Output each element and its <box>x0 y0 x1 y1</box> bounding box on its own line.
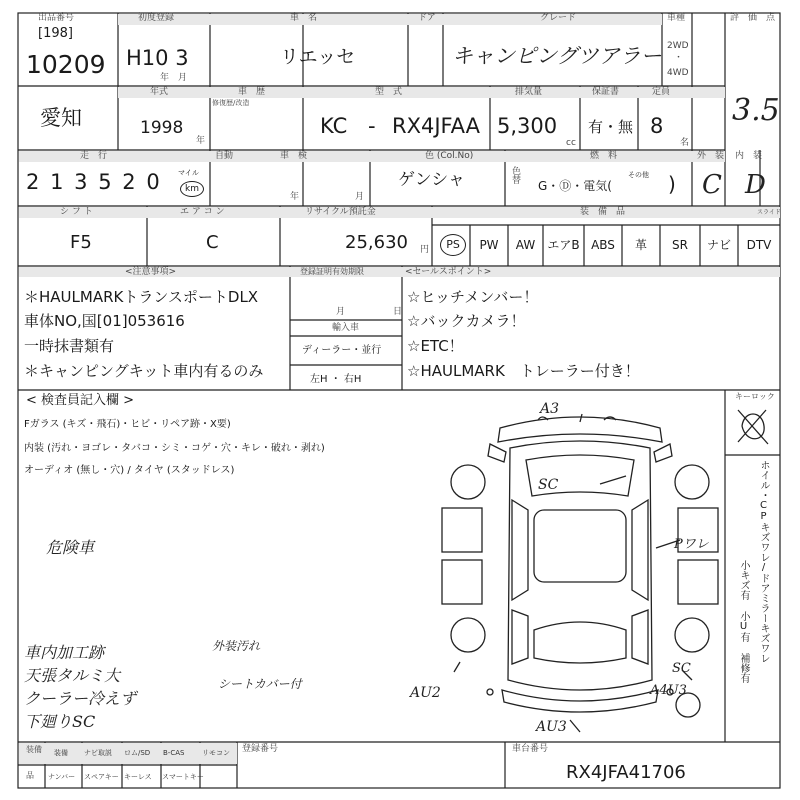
right-vertical-text-2: 小キズ有 小U有 補修有 <box>738 560 749 683</box>
spec-note: 修復歴/改造 <box>212 99 250 107</box>
hand-mid-note: 外装汚れ <box>212 639 261 653</box>
mileage-digit: 2 <box>122 170 138 194</box>
model-prefix: KC <box>320 114 348 138</box>
color-label: 色 (Col.No) <box>425 151 474 161</box>
damage-mark-a3: A3 <box>540 401 560 417</box>
recycle-label: リサイクル預託金 <box>305 207 376 217</box>
damage-mark-au3: AU3 <box>536 719 567 735</box>
inspector-title: < 検査員記入欄 > <box>26 393 135 408</box>
equip-navi: ナビ <box>706 238 731 252</box>
sales-line: ☆HAULMARK トレーラー付き！ <box>407 362 640 380</box>
score-value: 3.5 <box>732 93 780 128</box>
hand-note: 危険車 <box>46 538 95 557</box>
lot-label: 出品番号 <box>38 13 75 23</box>
chassis-label: 車台番号 <box>512 744 549 754</box>
mileage-unit-top: マイル <box>178 169 199 177</box>
year-value: 1998 <box>140 118 184 138</box>
mileage-label: 走 行 <box>80 151 108 161</box>
equip-pw: PW <box>479 238 499 252</box>
ac-label: エ ア コ ン <box>180 207 225 217</box>
hand-note: 下廻りSC <box>24 712 96 731</box>
damage-mark-a4u3: A4U3 <box>650 683 687 698</box>
mileage-digit: 5 <box>98 170 114 194</box>
grade-label: グレード <box>540 13 577 23</box>
sales-point-label: <セールスポイント> <box>405 267 492 277</box>
displacement-unit: cc <box>566 138 576 148</box>
equip-airbag: エアB <box>547 238 580 252</box>
hand-note: 車内加工跡 <box>24 643 105 662</box>
fuel-close: ) <box>668 172 676 196</box>
ext-grade: C <box>702 170 722 200</box>
notes-line: 車体NO,国[01]053616 <box>24 312 185 330</box>
footer-label: スペアキー <box>84 773 119 781</box>
footer-side-top: 装備 <box>26 745 42 754</box>
sales-line: ☆ETC！ <box>407 337 464 355</box>
reg-number-label: 登録番号 <box>242 744 279 754</box>
mileage-digit: 2 <box>26 170 42 194</box>
fuel-other: その他 <box>628 171 649 179</box>
notes-line: 一時抹書類有 <box>24 337 115 355</box>
equip-aw: AW <box>515 238 536 252</box>
lot-sub: [198] <box>38 26 73 41</box>
equip-leather: 革 <box>634 238 647 252</box>
footer-label: ナンバー <box>48 773 76 781</box>
capacity-value: 8 <box>650 114 664 138</box>
inspection-label: 保証書 <box>592 87 620 97</box>
drive-dot: ・ <box>674 53 684 63</box>
fuel-label: 燃 料 <box>590 151 618 161</box>
region-value: 愛知 <box>40 106 82 130</box>
capacity-label: 定員 <box>652 87 671 97</box>
inspector-line: 内装 (汚れ・ヨゴレ・タバコ・シミ・コゲ・穴・キレ・破れ・剥れ) <box>24 443 325 454</box>
footer-label: スマートキー <box>162 773 204 781</box>
equip-sr: SR <box>672 238 688 252</box>
notes-line: ＊キャンピングキット車内有るのみ <box>24 362 264 380</box>
hand-note: クーラー冷えず <box>24 689 137 708</box>
car-name: リエッセ <box>280 46 356 68</box>
key-lock-icon <box>732 404 774 448</box>
model-value: RX4JFAA <box>392 114 480 138</box>
capacity-unit: 名 <box>680 138 690 148</box>
spec-label: 車 歴 <box>238 87 266 97</box>
chassis-number: RX4JFA41706 <box>566 762 686 783</box>
reg-cert-month: 月 <box>336 307 346 317</box>
notes-label: <注意事項> <box>125 267 177 277</box>
recycle-value: 25,630 <box>345 232 408 253</box>
right-vertical-text: ホイル・CPキズワレ/ドアミラーキズワレ <box>758 460 769 663</box>
equip-abs: ABS <box>591 238 615 252</box>
hand-mid-note: シートカバー付 <box>218 677 302 691</box>
int-grade: D <box>745 170 766 200</box>
key-lock-label: キーロック <box>735 392 775 401</box>
year-unit: 年 <box>196 136 206 146</box>
sales-line: ☆ヒッチメンバー！ <box>407 288 539 306</box>
vehicle-id-label: 車種 <box>667 13 686 23</box>
fuel-options: G・Ⓓ・電気( <box>538 179 612 193</box>
footer-label: ロム/SD <box>124 749 151 757</box>
km-note: 自動 <box>215 151 234 161</box>
footer-label: 装備 <box>54 749 68 757</box>
shift-value: F5 <box>70 232 92 253</box>
mileage-unit: km <box>180 181 204 197</box>
color-value: ゲンシャ <box>398 170 465 190</box>
grade-value: キャンピングツアラー <box>452 44 662 68</box>
shaken-year: 年 <box>290 192 300 202</box>
car-name-label: 車 名 <box>290 13 318 23</box>
sales-line: ☆バックカメラ！ <box>407 312 526 330</box>
first-reg-value: H10 3 <box>126 46 189 70</box>
equipment-label: 装 備 品 <box>580 207 626 217</box>
handle-side: 左H ・ 右H <box>310 374 362 385</box>
import-label: 輸入車 <box>332 323 360 333</box>
drive-2wd: 2WD <box>667 41 689 51</box>
first-reg-label: 初度登録 <box>138 13 175 23</box>
damage-mark-sc-roof: SC <box>538 477 559 493</box>
notes-line: ＊HAULMARKトランスポートDLX <box>24 288 259 306</box>
ac-value: C <box>206 232 219 253</box>
color-side: 色替 <box>510 166 520 184</box>
dealer-parallel: ディーラー・並行 <box>302 345 382 356</box>
footer-label: B-CAS <box>163 749 185 757</box>
mileage-value <box>26 172 162 193</box>
equip-dtv: DTV <box>746 238 772 252</box>
first-reg-unit: 年 月 <box>160 73 188 83</box>
displacement-label: 排気量 <box>515 87 543 97</box>
mileage-digit: 3 <box>74 170 90 194</box>
shaken-month: 月 <box>355 192 365 202</box>
footer-side-bot: 品 <box>26 771 34 780</box>
shaken-label: 車 検 <box>280 151 308 161</box>
shift-label: シ フ ト <box>60 207 93 217</box>
reg-cert-label: 登録証明有効期限 <box>300 267 364 276</box>
int-label: 内 装 <box>735 151 763 161</box>
footer-label: リモコン <box>202 749 230 757</box>
inspection-value: 有・無 <box>588 118 634 136</box>
reg-cert-day: 日 <box>393 307 403 317</box>
model-dash: - <box>368 114 376 138</box>
door-label: ドア <box>418 13 436 23</box>
score-label: 評 価 点 <box>730 13 776 23</box>
footer-label: ナビ取説 <box>84 749 112 757</box>
ext-label: 外 装 <box>697 151 725 161</box>
damage-mark-p-crack: Pワレ <box>674 537 709 552</box>
mileage-digit: 0 <box>146 170 162 194</box>
model-label: 型 式 <box>375 87 403 97</box>
mileage-digit: 1 <box>50 170 66 194</box>
footer-label: キーレス <box>124 773 152 781</box>
damage-mark-au2: AU2 <box>410 685 441 701</box>
sunroof-label: スライド <box>757 209 781 216</box>
year-label: 年式 <box>150 87 169 97</box>
equip-ps: PS <box>440 234 466 256</box>
drive-4wd: 4WD <box>667 68 689 78</box>
displacement-value: 5,300 <box>497 114 558 138</box>
lot-number: 10209 <box>26 50 106 79</box>
inspector-line: Fガラス (キズ・飛石)・ヒビ・リペア跡・X要) <box>24 419 231 430</box>
damage-mark-sc-rear: SC <box>672 661 691 676</box>
recycle-unit: 円 <box>420 245 430 255</box>
inspector-line: オーディオ (無し・穴) / タイヤ (スタッドレス) <box>24 465 235 476</box>
hand-note: 天張タルミ大 <box>24 666 121 685</box>
